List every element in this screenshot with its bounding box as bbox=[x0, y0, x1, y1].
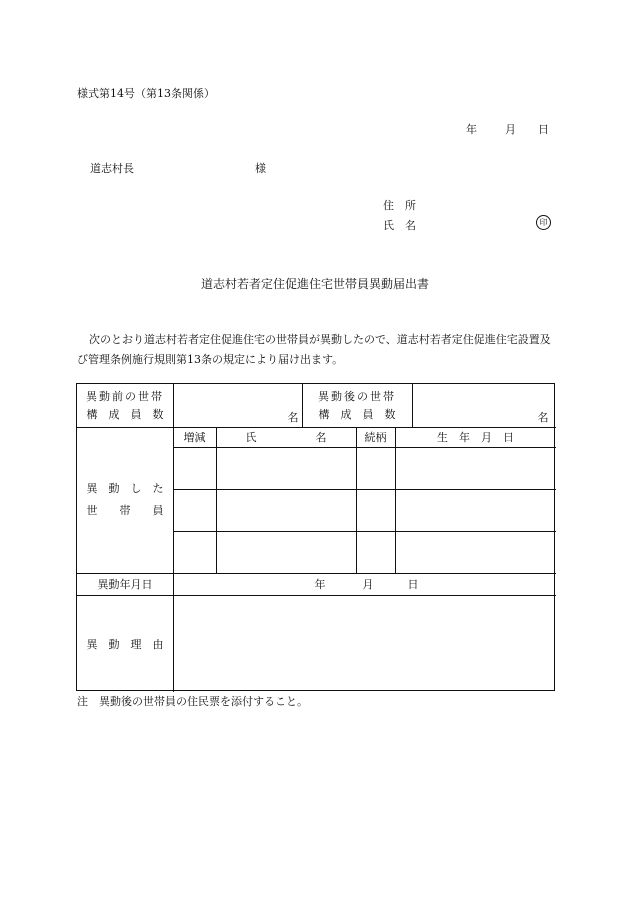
seal-mark: 印 bbox=[536, 215, 551, 230]
col-name-header-2: 名 bbox=[315, 431, 327, 444]
date-month: 月 bbox=[505, 123, 516, 136]
addressee-name: 道志村長 bbox=[90, 162, 134, 175]
col-birth-header: 生 年 月 日 bbox=[437, 431, 514, 444]
reason-label: 異 動 理 由 bbox=[86, 637, 164, 651]
change-date-day: 日 bbox=[407, 578, 419, 591]
change-date-year: 年 bbox=[314, 578, 326, 591]
date-day: 日 bbox=[538, 123, 549, 136]
intro-text: 次のとおり道志村若者定住促進住宅の世帯員が異動したので、道志村若者定住促進住宅設置及び管理条例施行規則第13条の規定により届け出ます。 bbox=[77, 333, 551, 366]
applicant-block bbox=[383, 196, 416, 236]
change-date-label: 異動年月日 bbox=[97, 578, 153, 591]
col-name-header bbox=[216, 427, 356, 447]
address-label: 住 所 bbox=[383, 199, 416, 212]
form-number: 様式第14号（第13条関係） bbox=[77, 87, 215, 100]
before-members-unit: 名 bbox=[287, 411, 299, 424]
addressee-honorific: 様 bbox=[255, 162, 266, 175]
changed-members-label-2: 世 帯 員 bbox=[86, 504, 164, 517]
changed-members-label bbox=[77, 427, 173, 573]
before-members-label-2: 構 成 員 数 bbox=[86, 408, 164, 421]
after-members-label bbox=[302, 388, 412, 424]
before-members-label-1: 異動前の世帯 bbox=[86, 390, 164, 403]
col-relation-header: 続柄 bbox=[364, 431, 387, 444]
addressee bbox=[90, 160, 266, 176]
change-form-table bbox=[76, 383, 555, 691]
document-title: 道志村若者定住促進住宅世帯員異動届出書 bbox=[200, 277, 429, 291]
after-members-label-1: 異動後の世帯 bbox=[318, 390, 396, 403]
col-change-header: 増減 bbox=[183, 431, 206, 444]
changed-members-label-1: 異 動 し た bbox=[86, 482, 164, 495]
before-members-label bbox=[77, 388, 173, 424]
date-year: 年 bbox=[466, 123, 477, 136]
col-name-header-1: 氏 bbox=[245, 431, 257, 444]
note: 注 異動後の世帯員の住民票を添付すること。 bbox=[77, 695, 308, 708]
name-label: 氏 名 bbox=[383, 219, 416, 232]
change-date-month: 月 bbox=[362, 578, 374, 591]
after-members-unit: 名 bbox=[537, 411, 549, 424]
after-members-label-2: 構 成 員 数 bbox=[318, 408, 396, 421]
submission-date bbox=[466, 121, 549, 137]
